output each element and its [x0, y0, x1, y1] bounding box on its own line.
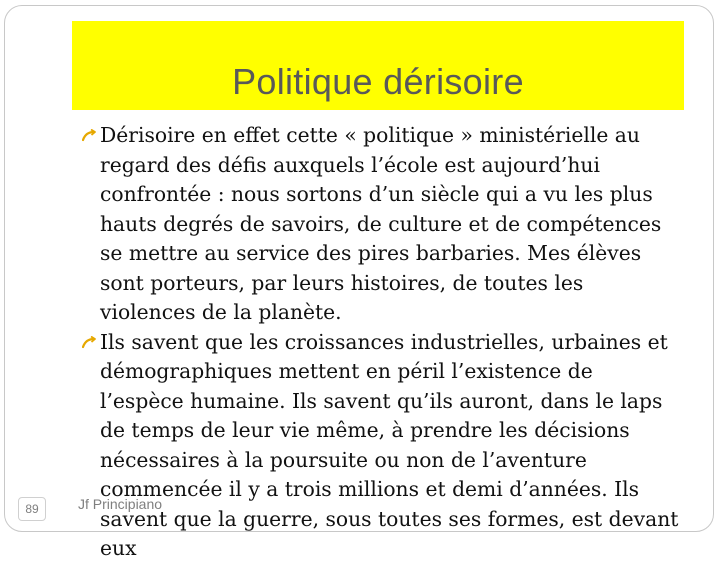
slide-number: 89 [18, 497, 46, 521]
paragraph-text-2: Ils savent que les croissances industrielles, urbaines et démographiques mettent en péril l’existence de l’espèce humaine. Ils savent qu’ils auront, dans le laps de temps de leur vie même, à prendre les décisions nécessaires à la poursuite ou non de l’aventure commencée il y a trois millions et demi d’années. Ils savent que la guerre, sous toutes ses formes, est devant eux [100, 329, 679, 560]
slide-title: Politique dérisoire [232, 61, 524, 102]
curved-arrow-bullet-icon [82, 129, 96, 143]
paragraph-text-1: Dérisoire en effet cette « politique » ministérielle au regard des défis auxquels l’école est aujourd’hui confrontée : nous sortons d’un siècle qui a vu les plus hauts degrés de savoirs, de culture et de compétences se mettre au service des pires barbaries. Mes élèves sont porteurs, par leurs histoires, de toutes les violences de la planète. [100, 123, 662, 324]
bullet-paragraph-2 [80, 328, 680, 564]
title-banner [72, 21, 684, 110]
bullet-paragraph-1 [80, 121, 680, 328]
curved-arrow-bullet-icon [82, 336, 96, 350]
footer-author: Jf Principiano [78, 496, 163, 512]
slide-body [80, 121, 680, 564]
